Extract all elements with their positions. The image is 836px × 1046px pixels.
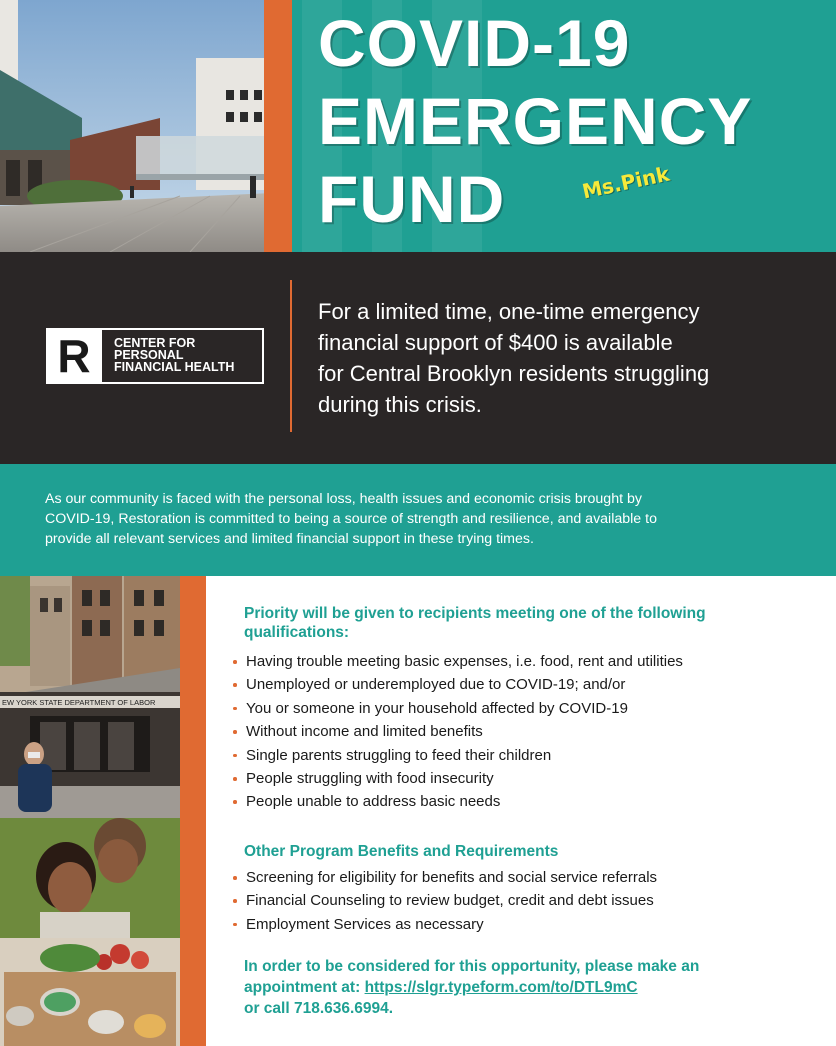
orange-accent-strip [264,0,292,252]
benefits-heading: Other Program Benefits and Requirements [244,843,559,860]
community-line: As our community is faced with the personal loss, health issues and economic crisis brought by [45,491,642,507]
priority-heading-line: Priority will be given to recipients meeting one of the following [244,605,706,622]
logo-line: PERSONAL [114,348,184,362]
community-text [45,489,805,549]
list-item: You or someone in your household affected by COVID-19 [232,697,802,720]
photo-column [0,576,180,1046]
handwritten-note: Ms.Pink [580,161,672,204]
list-item: Having trouble meeting basic expenses, i.e. food, rent and utilities [232,650,802,673]
logo-line: CENTER FOR [114,336,196,350]
intro-text [318,296,818,420]
community-line: provide all relevant services and limited financial support in these trying times. [45,531,534,547]
list-item: Screening for eligibility for benefits and social service referrals [232,866,802,889]
list-item: Employment Services as necessary [232,913,802,936]
logo-line: FINANCIAL HEALTH [114,360,235,374]
title-line: COVID-19 [318,6,631,80]
logo-text [114,337,234,373]
cta-prefix: appointment at: [244,979,365,996]
community-line: COVID-19, Restoration is committed to being a source of strength and resilience, and available to [45,511,657,527]
sign-text: EW YORK STATE DEPARTMENT OF LABOR [2,698,156,707]
logo-mark: R [46,328,102,384]
list-item: Single parents struggling to feed their children [232,744,802,767]
priority-heading-line: qualifications: [244,624,350,641]
title-line: FUND [318,162,506,236]
cta-line: In order to be considered for this opportunity, please make an [244,958,700,975]
intro-line: for Central Brooklyn residents struggling [318,361,710,386]
intro-line: financial support of $400 is available [318,330,673,355]
call-to-action [244,956,784,1019]
appointment-link[interactable]: https://slgr.typeform.com/to/DTL9mC [364,979,638,996]
cta-line: or call 718.636.6994. [244,1000,394,1017]
title-line: EMERGENCY [318,84,753,158]
list-item: People struggling with food insecurity [232,767,802,790]
list-item: People unable to address basic needs [232,790,802,813]
intro-line: For a limited time, one-time emergency [318,299,700,324]
plaza-photo [0,0,292,252]
orange-accent-bar [180,576,206,1046]
intro-line: during this crisis. [318,392,482,417]
priority-heading [244,604,784,642]
list-item: Financial Counseling to review budget, credit and debt issues [232,889,802,912]
list-item: Unemployed or underemployed due to COVID-19; and/or [232,673,802,696]
list-item: Without income and limited benefits [232,720,802,743]
priority-list [232,650,802,814]
page-title [318,4,828,238]
divider [290,280,292,432]
cta-line [244,977,784,998]
benefits-list [232,866,802,936]
